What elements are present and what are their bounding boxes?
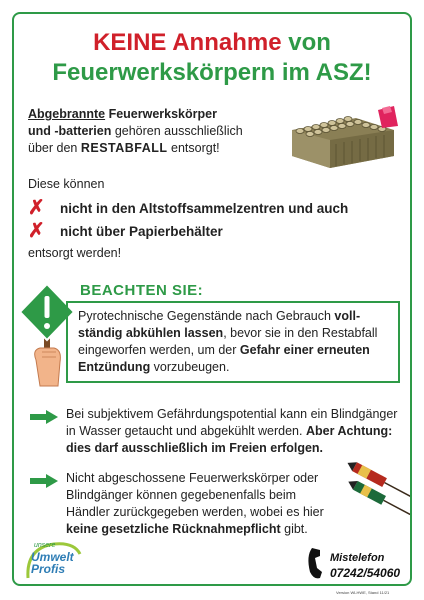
phone-number: 07242/54060: [330, 566, 401, 580]
warning-l1: Pyrotechnische Gegenstände nach Gebrauch: [78, 309, 335, 323]
title-green-part: von: [288, 29, 331, 56]
intro-bold2: und -batterien: [28, 124, 112, 138]
bullet2-l2: Blindgänger können gegebenenfalls beim: [66, 488, 297, 502]
warning-l1-bold: voll-: [334, 309, 361, 323]
bullet1-l2-bold: Aber Achtung:: [305, 424, 393, 438]
firework-battery-image: [286, 104, 402, 170]
logo-small-text: unsere: [34, 542, 56, 549]
warning-l4-bold: Entzündung: [78, 360, 151, 374]
bullet2-l4-bold: keine gesetzliche Rücknahmepflicht: [66, 522, 281, 536]
bullet1-l2: in Wasser getaucht und abgekühlt werden.: [66, 424, 306, 438]
title-red-part: KEINE Annahme: [93, 29, 289, 56]
intro-underlined: Abgebrannte: [28, 107, 106, 121]
logo-main-text: [31, 551, 74, 575]
diese-koennen-text: Diese können: [28, 177, 105, 191]
umwelt-profis-logo: [22, 538, 84, 584]
bullet2-l4: gibt.: [280, 522, 308, 536]
green-arrow-icon: [30, 410, 58, 424]
title-line2: Feuerwerkskörpern im ASZ!: [52, 59, 372, 86]
mistelefon-label: Mistelefon: [330, 552, 385, 564]
version-text: Version WLHWE, Stand 11/21: [336, 590, 390, 595]
page-title: [0, 28, 424, 88]
intro-bold1: Feuerwerkskörper: [105, 107, 217, 121]
bullet2-l3: Händler zurückgegeben werden, wobei es hier: [66, 505, 324, 519]
logo-profis: Profis: [31, 562, 66, 576]
warning-l2-bold: ständig abkühlen lassen: [78, 326, 224, 340]
bullet-1-text: [66, 406, 406, 457]
warning-l4: vorzubeugen.: [150, 360, 230, 374]
red-x-icon: ✗: [28, 197, 45, 219]
rockets-image: [336, 462, 410, 528]
warning-l3-bold: Gefahr einer erneuten: [239, 343, 370, 357]
intro-restabfall: RESTABFALL: [80, 141, 168, 155]
bullet1-l1: Bei subjektivem Gefährdungspotential kann ein Blindgänger: [66, 407, 398, 421]
green-arrow-icon: [30, 474, 58, 488]
warning-l3: eingeworfen werden, um der: [78, 343, 240, 357]
intro-paragraph: [28, 106, 278, 157]
x-item-2: [28, 221, 223, 241]
warning-text: [78, 308, 390, 376]
warning-l2: , bevor sie in den Restabfall: [223, 326, 378, 340]
telephone-icon: [306, 546, 330, 582]
entsorgt-text: entsorgt werden!: [28, 246, 122, 260]
intro-post3: entsorgt!: [167, 141, 220, 155]
x-item-2-text: nicht über Papierbehälter: [60, 223, 223, 239]
bullet2-l1: Nicht abgeschossene Feuerwerkskörper oder: [66, 471, 319, 485]
intro-rest2: gehören ausschließlich: [111, 124, 243, 138]
intro-pre3: über den: [28, 141, 81, 155]
beachten-heading: BEACHTEN SIE:: [80, 282, 204, 299]
x-item-1: [28, 198, 348, 218]
bullet1-l3-bold: dies darf ausschließlich im Freien erfolgen.: [66, 441, 324, 455]
bullet-2-text: [66, 470, 356, 538]
x-item-1-text: nicht in den Altstoffsammelzentren und auch: [60, 200, 349, 216]
red-x-icon: ✗: [28, 220, 45, 242]
logo-umwelt: Umwelt: [31, 550, 74, 564]
